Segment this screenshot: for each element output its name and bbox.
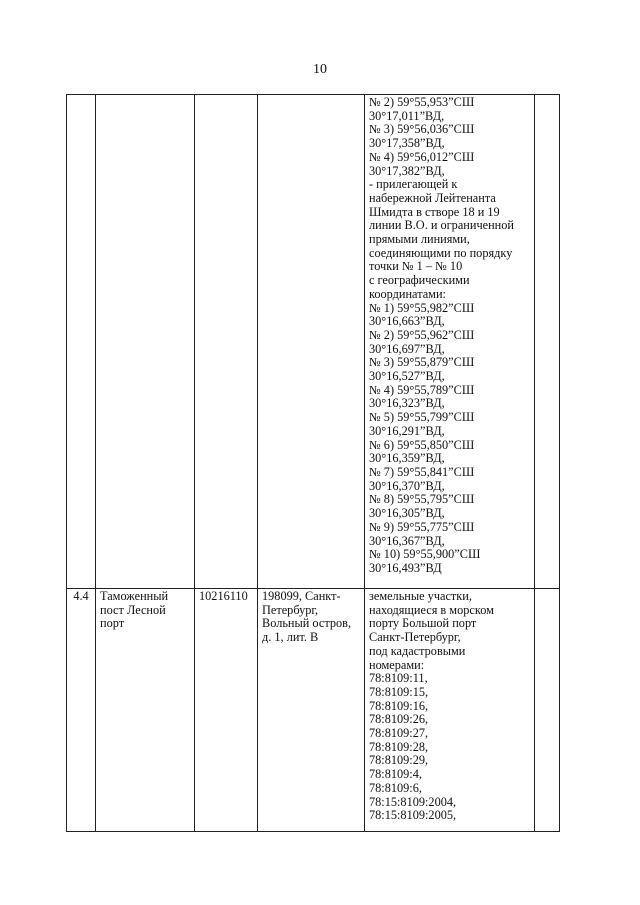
description-line: 78:8109:27, [369,726,429,741]
description-line: находящиеся в морском [369,602,494,617]
cell-description [365,95,535,589]
name-line: порт [100,616,125,631]
description-line: Шмидта в створе 18 и 19 [369,204,500,219]
cell-name [96,95,195,589]
description-line: 30°16,323”ВД, [369,396,445,411]
description-line: 30°16,359”ВД, [369,451,445,466]
cell-number: 4.4 [67,589,96,832]
address-line: д. 1, лит. В [262,630,319,645]
table-row-4-4 [67,589,560,832]
cell-extra [535,589,560,832]
description-line: 30°17,358”ВД, [369,136,445,151]
description-line: 30°17,011”ВД, [369,108,445,123]
description-line: 30°16,370”ВД, [369,478,445,493]
description-line: 78:8109:29, [369,753,429,768]
description-line: 78:8109:28, [369,739,429,754]
description-line: № 2) 59°55,962”СШ [369,327,475,342]
description-line: 30°16,367”ВД, [369,533,445,548]
description-line: 30°16,493”ВД [369,560,442,575]
description-line: № 3) 59°55,879”СШ [369,355,475,370]
description-line: № 1) 59°55,982”СШ [369,300,475,315]
address-line: Петербург, [262,602,319,617]
cell-address [258,589,365,832]
name-line: Таможенный [100,589,169,603]
description-line: - прилегающей к [369,177,458,192]
description-line: № 9) 59°55,775”СШ [369,519,475,534]
cell-name [96,589,195,832]
description-line: 30°16,291”ВД, [369,423,445,438]
page-number: 10 [313,62,327,77]
description-line: 30°16,663”ВД, [369,314,445,329]
description-line: точки № 1 – № 10 [369,259,463,274]
description-line: с географическими [369,273,470,288]
description-line: 78:8109:26, [369,712,429,727]
description-line: 78:8109:11, [369,671,428,686]
table-row-continuation [67,95,560,589]
description-line: № 8) 59°55,795”СШ [369,492,475,507]
description-line: 78:8109:4, [369,767,422,782]
description-line: прямыми линиями, [369,232,470,247]
description-line: соединяющими по порядку [369,245,513,260]
description-line: № 10) 59°55,900”СШ [369,547,481,562]
description-line: 78:15:8109:2005, [369,808,457,823]
description-line: 78:8109:16, [369,698,429,713]
description-line: № 2) 59°55,953”СШ [369,95,475,109]
description-line: 78:8109:6, [369,780,422,795]
customs-posts-table [66,94,560,832]
cell-code [195,95,258,589]
cell-extra [535,95,560,589]
description-line: 30°16,305”ВД, [369,506,445,521]
description-line: номерами: [369,657,425,672]
description-line: № 4) 59°55,789”СШ [369,382,475,397]
description-line: № 4) 59°56,012”СШ [369,149,475,164]
cell-description [365,589,535,832]
description-line: порту Большой порт [369,616,477,631]
description-line: координатами: [369,286,446,301]
description-line: земельные участки, [369,589,472,603]
description-line: под кадастровыми [369,643,466,658]
description-line: набережной Лейтенанта [369,190,496,205]
address-line: 198099, Санкт- [262,589,341,603]
description-line: линии В.О. и ограниченной [369,218,514,233]
address-line: Вольный остров, [262,616,352,631]
description-line: № 7) 59°55,841”СШ [369,464,475,479]
cell-number [67,95,96,589]
cell-code: 10216110 [195,589,258,832]
description-line: 30°16,697”ВД, [369,341,445,356]
description-line: 78:15:8109:2004, [369,794,457,809]
description-line: 30°17,382”ВД, [369,163,445,178]
name-line: пост Лесной [100,602,166,617]
description-line: 78:8109:15, [369,684,429,699]
cell-address [258,95,365,589]
description-line: Санкт-Петербург, [369,630,461,645]
description-line: № 3) 59°56,036”СШ [369,122,475,137]
description-line: 30°16,527”ВД, [369,369,445,384]
description-line: № 6) 59°55,850”СШ [369,437,475,452]
description-line: № 5) 59°55,799”СШ [369,410,475,425]
